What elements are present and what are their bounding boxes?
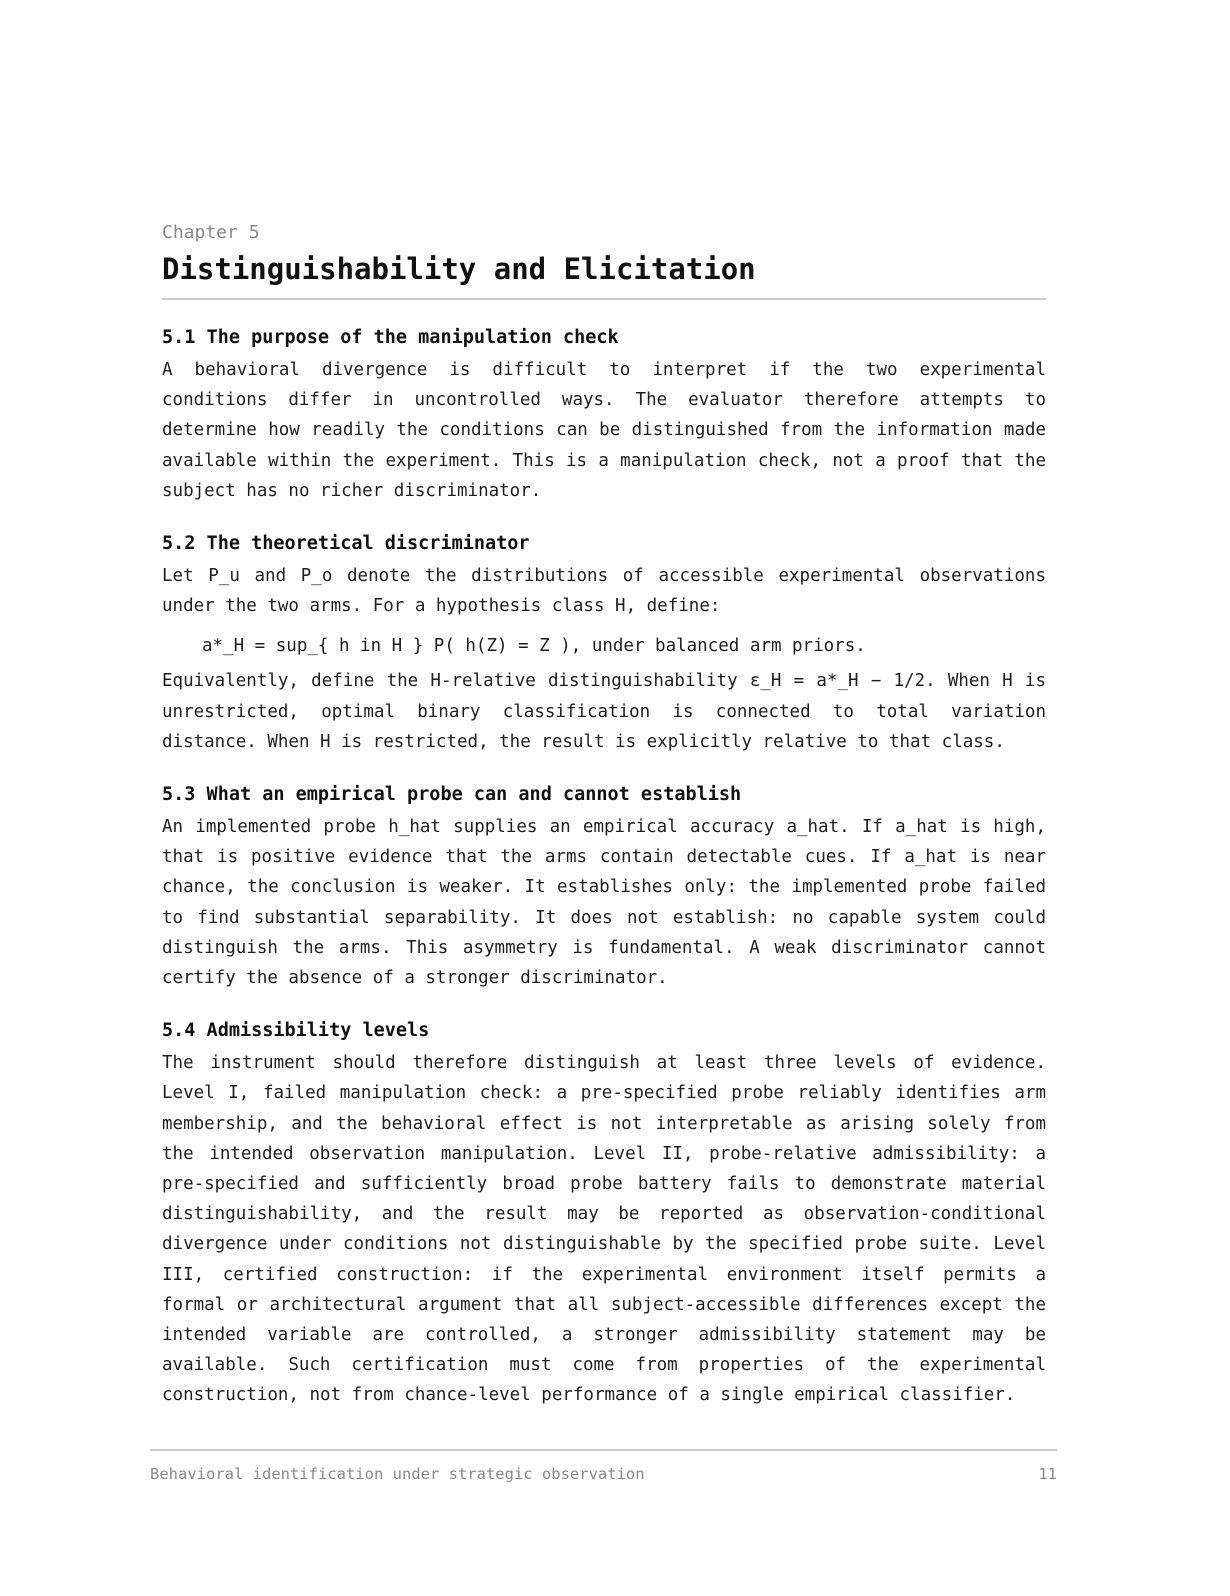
section-5-2 xyxy=(162,532,1046,757)
section-paragraph: Let P_u and P_o denote the distributions of accessible experimental observations under the two arms. For a hypothesis class H, define: xyxy=(162,566,1046,617)
section-heading: 5.1 The purpose of the manipulation check xyxy=(162,327,619,348)
section-paragraph: A behavioral divergence is difficult to interpret if the two experimental conditions differ in uncontrolled ways. The evaluator therefore attempts to determine how readily the conditions can be distinguished from the information made available within the experiment. This is a manipulation check, not a proof that the subject has no richer discriminator. xyxy=(162,360,1046,501)
section-paragraph: The instrument should therefore distinguish at least three levels of evidence. Level I, failed manipulation check: a pre-specified probe reliably identifies arm membership, and the behavioral effect is not interpretable as arising solely from the intended observation manipulation. Level II, probe-relative admissibility: a pre-specified and sufficiently broad probe battery fails to demonstrate material distinguishability, and the result may be reported as observation-conditional divergence under conditions not distinguishable by the specified probe suite. Level III, certified construction: if the experimental environment itself permits a formal or architectural argument that all subject-accessible differences except the intended variable are controlled, a stronger admissibility statement may be available. Such certification must come from properties of the experimental construction, not from chance-level performance of a single empirical classifier. xyxy=(162,1053,1046,1406)
section-paragraph: Equivalently, define the H-relative distinguishability ε_H = a*_H − 1/2. When H is unrestricted, optimal binary classification is connected to total variation distance. When H is restricted, the result is explicitly relative to that class. xyxy=(162,671,1046,752)
section-heading: 5.4 Admissibility levels xyxy=(162,1020,430,1042)
equation: a*_H = sup_{ h in H } P( h(Z) = Z ), under balanced arm priors. xyxy=(202,636,866,657)
chapter-label: Chapter 5 xyxy=(162,222,260,243)
section-5-3 xyxy=(162,783,1046,993)
page-number: 11 xyxy=(1038,1465,1057,1483)
section-heading: 5.2 The theoretical discriminator xyxy=(162,533,530,555)
page-content xyxy=(162,222,1046,1411)
section-5-1 xyxy=(162,326,1046,506)
running-title: Behavioral identification under strategic observation xyxy=(150,1465,645,1483)
section-5-4 xyxy=(162,1019,1046,1410)
page-footer xyxy=(150,1449,1057,1483)
chapter-title: Distinguishability and Elicitation xyxy=(162,251,1046,300)
section-heading: 5.3 What an empirical probe can and cannot establish xyxy=(162,784,742,806)
section-paragraph: An implemented probe h_hat supplies an empirical accuracy a_hat. If a_hat is high, that is positive evidence that the arms contain detectable cues. If a_hat is near chance, the conclusion is weaker. It establishes only: the implemented probe failed to find substantial separability. It does not establish: no capable system could distinguish the arms. This asymmetry is fundamental. A weak discriminator cannot certify the absence of a stronger discriminator. xyxy=(162,817,1046,989)
